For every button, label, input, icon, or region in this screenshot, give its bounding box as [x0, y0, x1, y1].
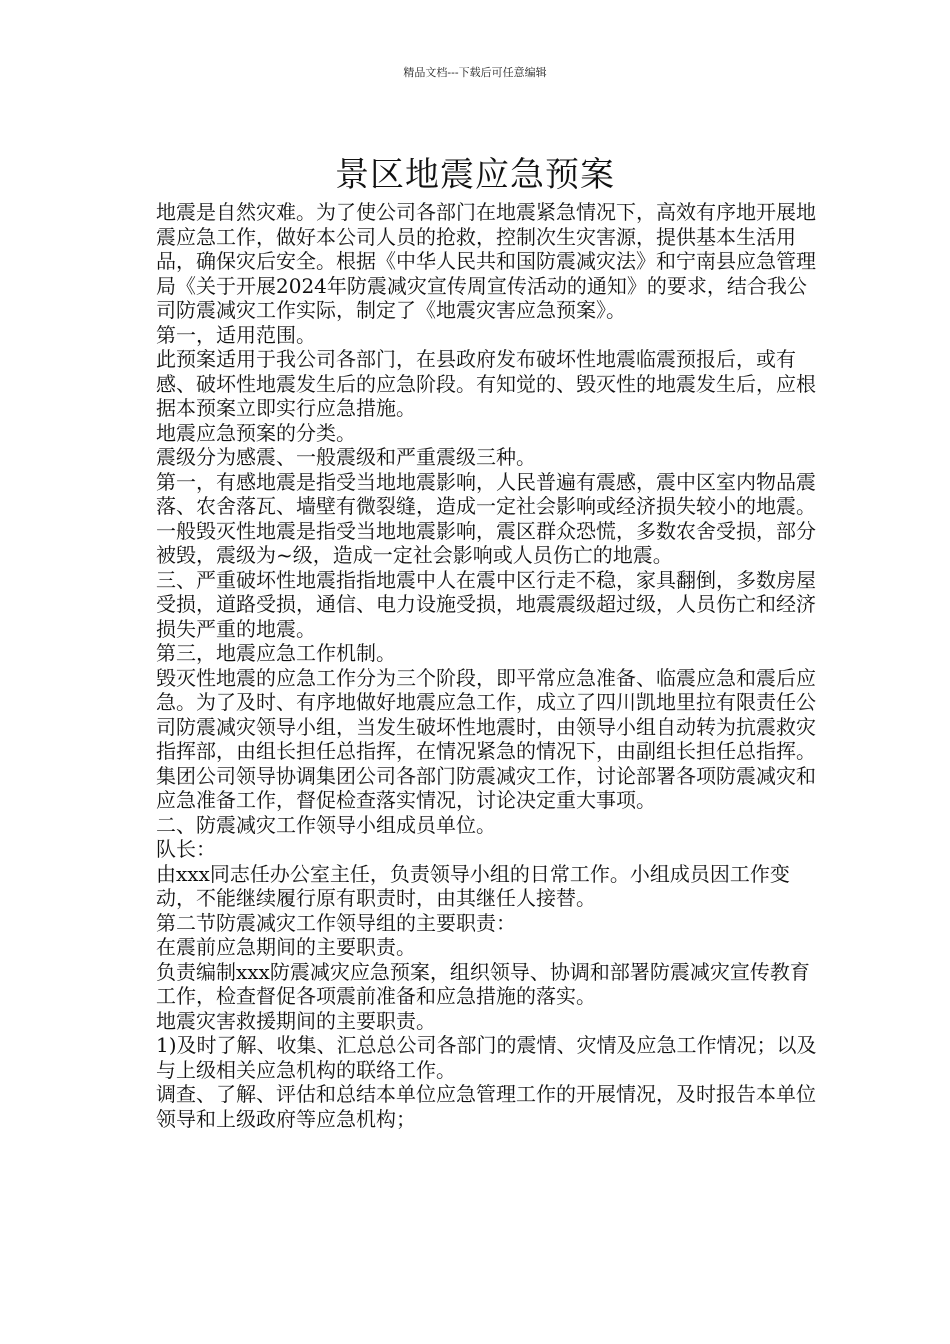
paragraph-mechanism: 毁灭性地震的应急工作分为三个阶段，即平常应急准备、临震应急和震后应急。为了及时、有序地做好地震应急工作，成立了四川凯地里拉有限责任公司防震减灾领导小组，当发生破坏性地震时，由领导小组自动转为抗震救灾指挥部，由组长担任总指挥，在情况紧急的情况下，由副组长担任总指挥。集团公司领导协调集团公司各部门防震减灾工作，讨论部署各项防震减灾和应急准备工作，督促检查落实情况，讨论决定重大事项。: [156, 665, 816, 812]
paragraph-levels: 震级分为感震、一般震级和严重震级三种。: [156, 445, 536, 469]
label-team-leader: 队长：: [156, 837, 216, 861]
page-header-note: 精品文档---下载后可任意编辑: [403, 66, 547, 79]
heading-mechanism: 第三，地震应急工作机制。: [156, 641, 396, 665]
heading-classification: 地震应急预案的分类。: [156, 420, 356, 445]
paragraph-pre-quake-duties: 负责编制xxx防震减灾应急预案，组织领导、协调和部署防震减灾宣传教育工作，检查督促各项震前准备和应急措施的落实。: [156, 959, 810, 1008]
heading-pre-quake-duties: 在震前应急期间的主要职责。: [156, 935, 416, 959]
document-body: [143, 200, 825, 1131]
paragraph-intro: 地震是自然灾难。为了使公司各部门在地震紧急情况下，高效有序地开展地震应急工作，做好本公司人员的抢救，控制次生灾害源，提供基本生活用品，确保灾后安全。根据《中华人民共和国防震减灾法》和宁南县应急管理局《关于开展2024年防震减灾宣传周宣传活动的通知》的要求，结合我公司防震减灾工作实际，制定了《地震灾害应急预案》。: [156, 200, 816, 322]
paragraph-general-earthquake: 一般毁灭性地震是指受当地地震影响，震区群众恐慌，多数农舍受损，部分被毁，震级为~级，造成一定社会影响或人员伤亡的地震。: [156, 518, 816, 567]
document-title: 景区地震应急预案: [335, 154, 615, 195]
paragraph-rescue-duty-1: 1)及时了解、收集、汇总总公司各部门的震情、灾情及应急工作情况；以及与上级相关应急机构的联络工作。: [156, 1033, 817, 1082]
heading-member-units: 二、防震减灾工作领导小组成员单位。: [156, 812, 496, 837]
paragraph-severe-earthquake: 三、严重破坏性地震指指地震中人在震中区行走不稳，家具翻倒，多数房屋受损，道路受损，通信、电力设施受损，地震震级超过级，人员伤亡和经济损失严重的地震。: [156, 567, 816, 641]
paragraph-rescue-duty-2: 调查、了解、评估和总结本单位应急管理工作的开展情况，及时报告本单位领导和上级政府等应急机构；: [156, 1082, 816, 1131]
paragraph-felt-earthquake: 第一，有感地震是指受当地地震影响，人民普遍有震感，震中区室内物品震落、农舍落瓦、墙壁有微裂缝，造成一定社会影响或经济损失较小的地震。: [156, 469, 816, 518]
heading-responsibilities: 第二节防震减灾工作领导组的主要职责：: [156, 910, 516, 935]
paragraph-scope: 此预案适用于我公司各部门，在县政府发布破坏性地震临震预报后，或有感、破坏性地震发生后的应急阶段。有知觉的、毁灭性的地震发生后，应根据本预案立即实行应急措施。: [156, 347, 816, 420]
heading-rescue-duties: 地震灾害救援期间的主要职责。: [156, 1008, 436, 1033]
heading-scope: 第一，适用范围。: [156, 322, 316, 347]
paragraph-office-director: 由xxx同志任办公室主任，负责领导小组的日常工作。小组成员因工作变动，不能继续履行原有职责时，由其继任人接替。: [156, 861, 790, 910]
